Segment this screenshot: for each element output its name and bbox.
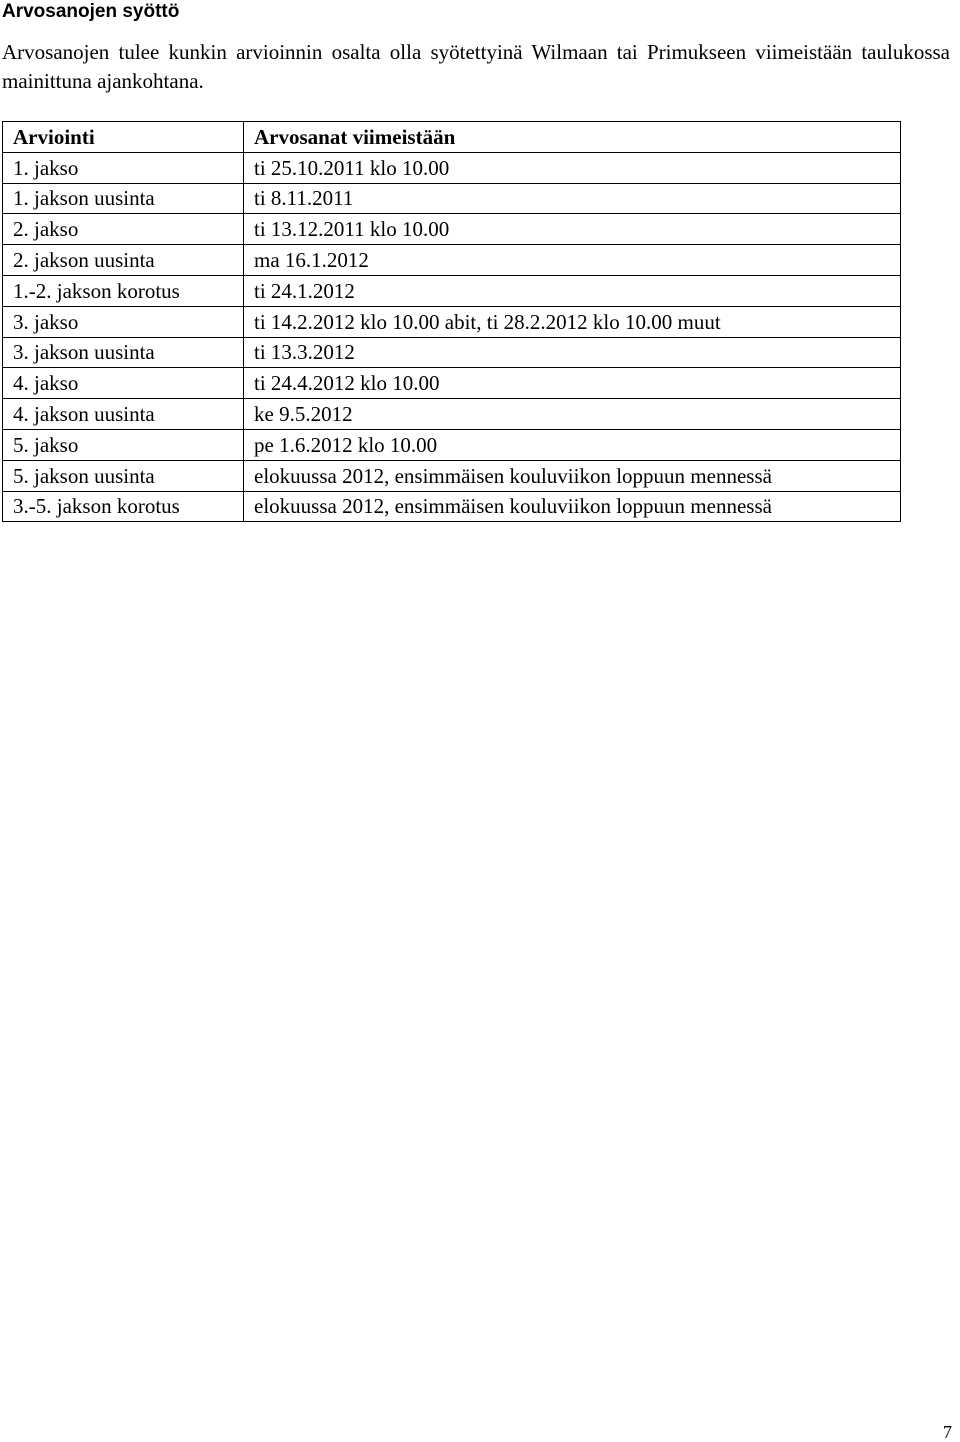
intro-paragraph: Arvosanojen tulee kunkin arvioinnin osalta olla syötettyinä Wilmaan tai Primukseen viimeistään taulukossa mainittuna ajankohtana. (2, 40, 950, 93)
grade-deadline-table (2, 121, 901, 522)
assessment-cell: 1.-2. jakson korotus (3, 275, 244, 306)
assessment-cell: 1. jakson uusinta (3, 183, 244, 214)
deadline-cell: ti 25.10.2011 klo 10.00 (244, 152, 901, 183)
assessment-cell: 2. jakso (3, 214, 244, 245)
table-row (3, 152, 901, 183)
deadline-cell: ti 13.3.2012 (244, 337, 901, 368)
assessment-cell: 3. jakso (3, 306, 244, 337)
table-header-row (3, 122, 901, 153)
deadline-cell: ti 8.11.2011 (244, 183, 901, 214)
assessment-cell: 3.-5. jakson korotus (3, 491, 244, 522)
table-row (3, 491, 901, 522)
deadline-cell: elokuussa 2012, ensimmäisen kouluviikon loppuun mennessä (244, 491, 901, 522)
table-row (3, 337, 901, 368)
section-heading: Arvosanojen syöttö (2, 1, 180, 22)
table-row (3, 214, 901, 245)
table-row (3, 429, 901, 460)
table-row (3, 460, 901, 491)
column-header-assessment: Arviointi (3, 122, 244, 153)
assessment-cell: 2. jakson uusinta (3, 245, 244, 276)
table-row (3, 399, 901, 430)
deadline-cell: elokuussa 2012, ensimmäisen kouluviikon loppuun mennessä (244, 460, 901, 491)
deadline-cell: pe 1.6.2012 klo 10.00 (244, 429, 901, 460)
assessment-cell: 1. jakso (3, 152, 244, 183)
table-row (3, 183, 901, 214)
deadline-cell: ti 13.12.2011 klo 10.00 (244, 214, 901, 245)
table-row (3, 306, 901, 337)
assessment-cell: 5. jakson uusinta (3, 460, 244, 491)
table-row (3, 245, 901, 276)
deadline-cell: ma 16.1.2012 (244, 245, 901, 276)
column-header-deadline: Arvosanat viimeistään (244, 122, 901, 153)
deadline-cell: ti 24.1.2012 (244, 275, 901, 306)
deadline-cell: ti 24.4.2012 klo 10.00 (244, 368, 901, 399)
page-number: 7 (943, 1422, 952, 1442)
assessment-cell: 5. jakso (3, 429, 244, 460)
table-row (3, 275, 901, 306)
assessment-cell: 4. jakson uusinta (3, 399, 244, 430)
deadline-cell: ke 9.5.2012 (244, 399, 901, 430)
table-row (3, 368, 901, 399)
assessment-cell: 4. jakso (3, 368, 244, 399)
assessment-cell: 3. jakson uusinta (3, 337, 244, 368)
deadline-cell: ti 14.2.2012 klo 10.00 abit, ti 28.2.2012 klo 10.00 muut (244, 306, 901, 337)
